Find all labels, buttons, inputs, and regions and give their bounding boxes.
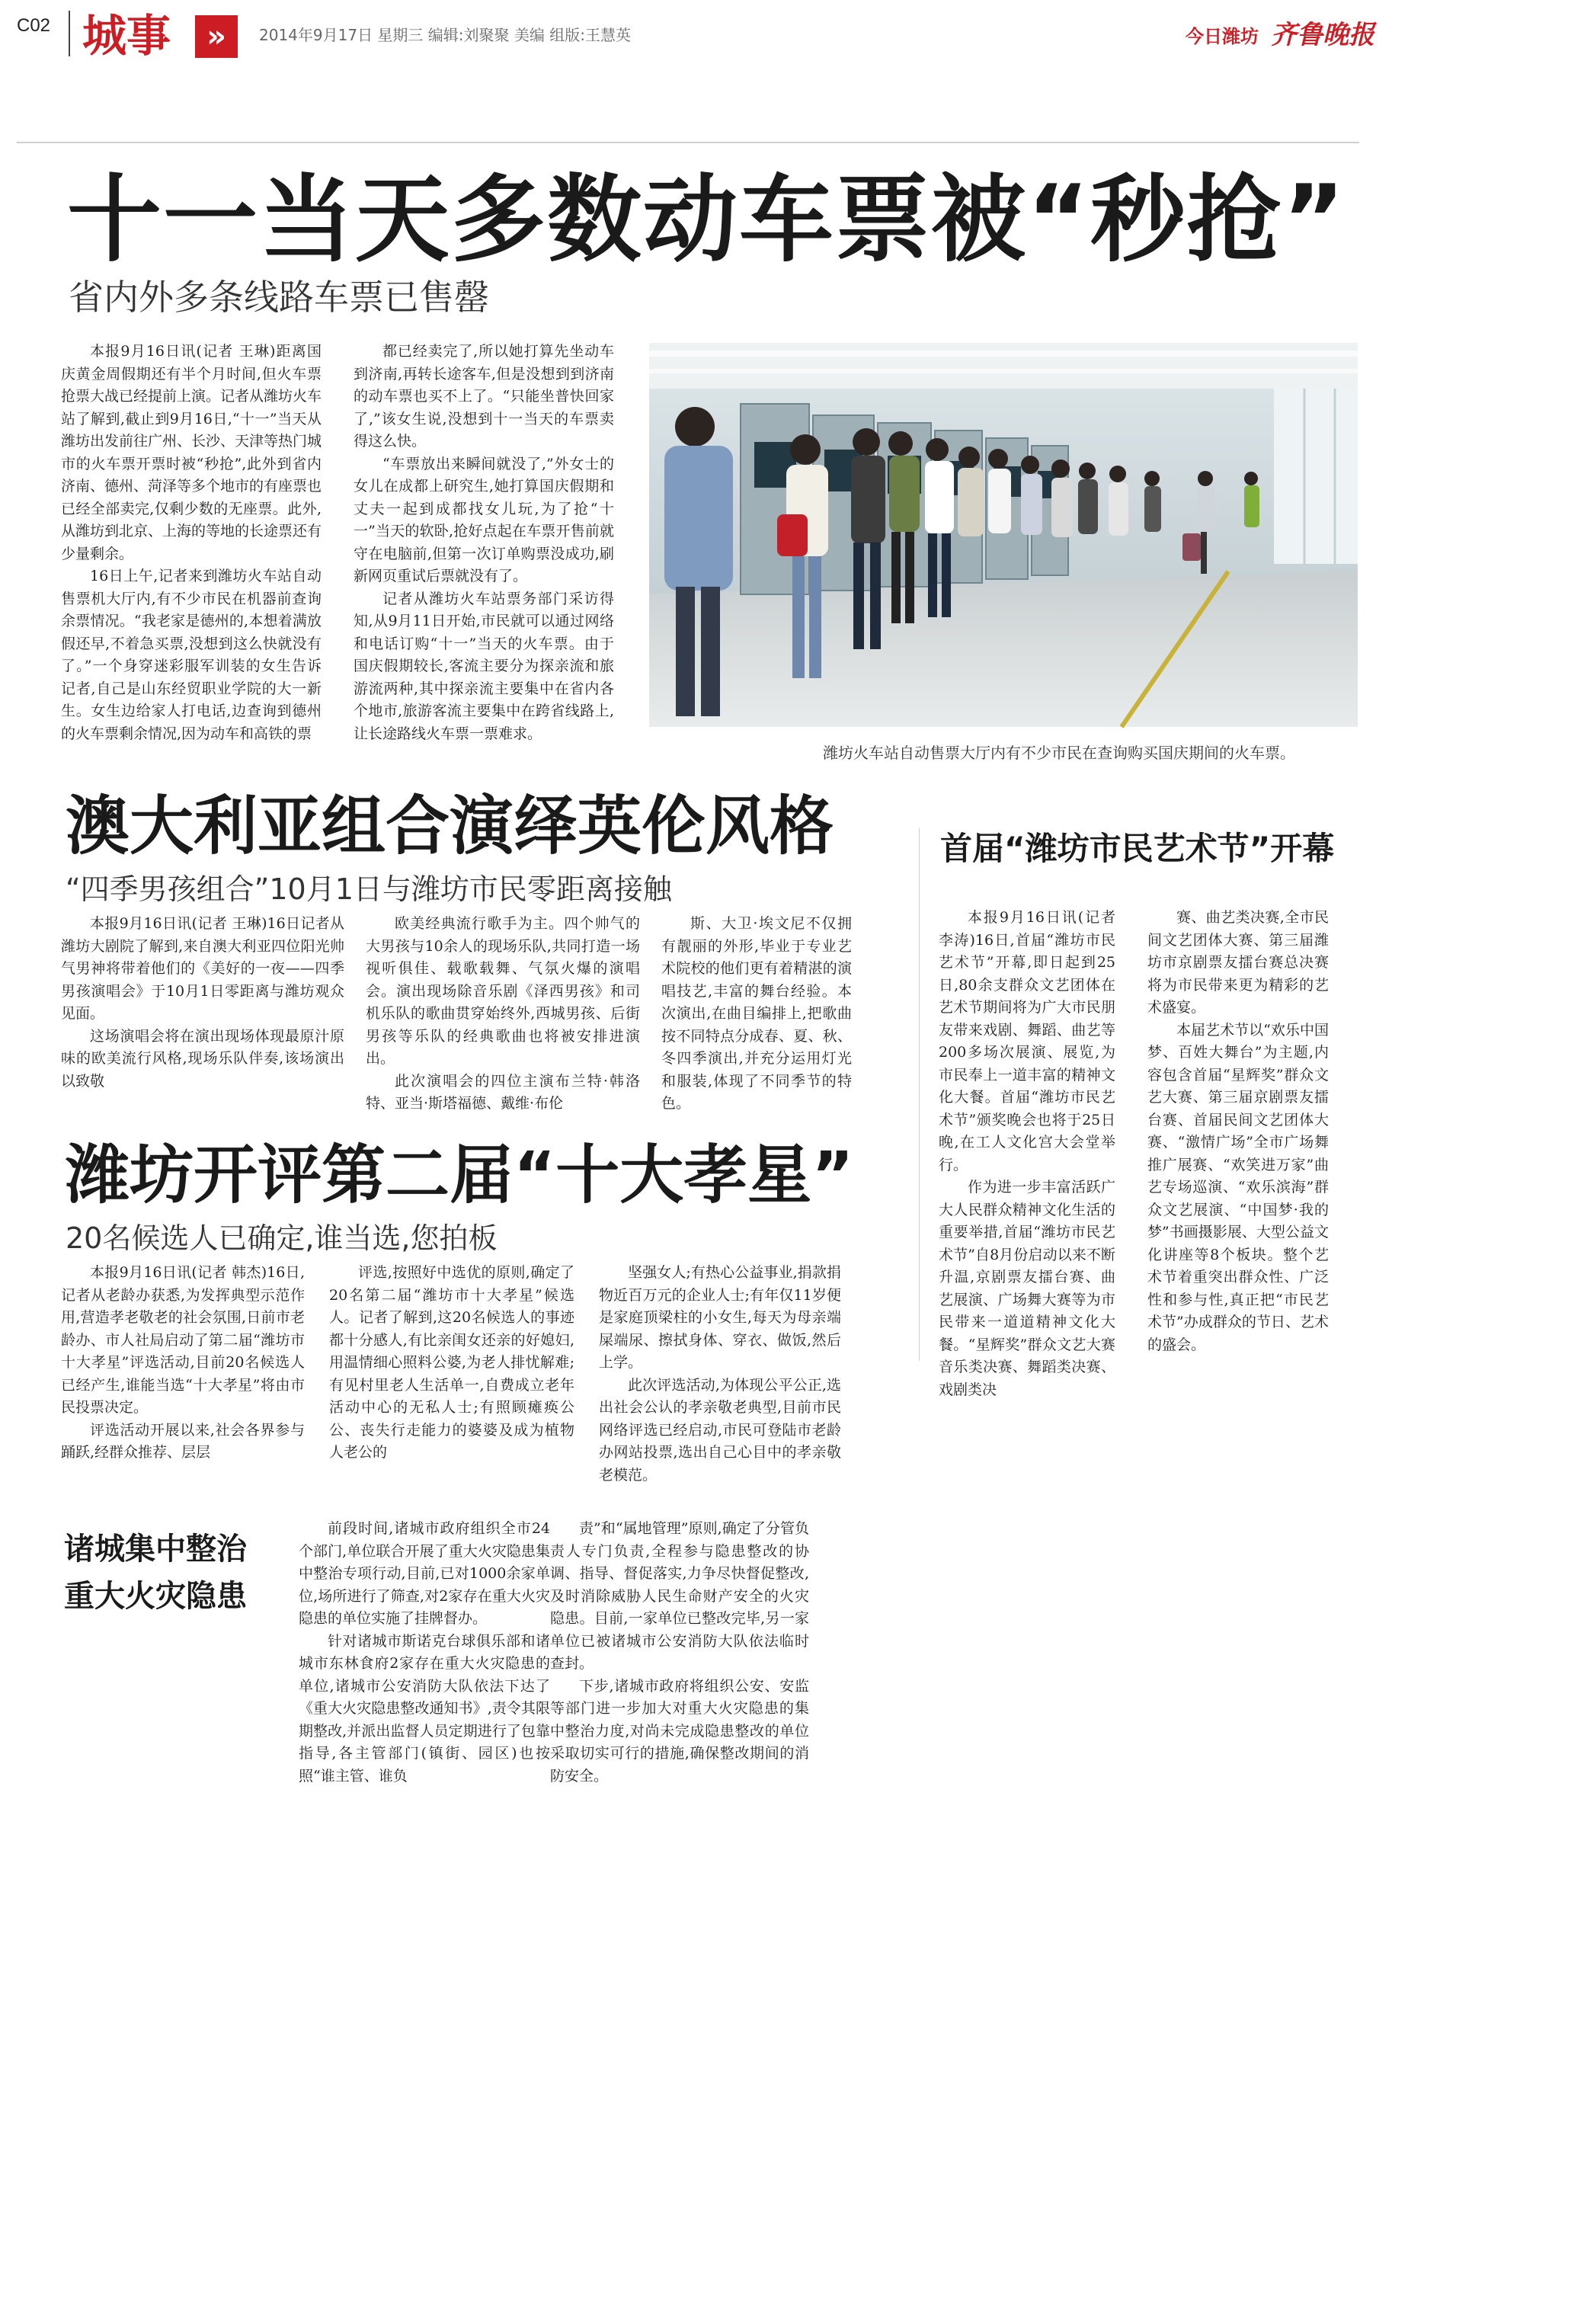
article-art-festival-col1 (939, 907, 1115, 1398)
article-concert-col2 (366, 913, 640, 1112)
issue-meta: 2014年9月17日 星期三 编辑:刘聚聚 美编 组版:王慧英 (259, 26, 631, 44)
paragraph: 赛、曲艺类决赛,全市民间文艺团体大赛、第三届潍坊市京剧票友擂台赛总决赛将为市民带来更为精彩的艺术盛宴。 (1147, 909, 1329, 1016)
paragraph: 评选,按照好中选优的原则,确定了20名第二届“潍坊市十大孝星”候选人。记者了解到,这20名候选人的事迹都十分感人,有比亲闺女还亲的好媳妇,用温情细心照料公婆,为老人排忧解难;有见村里老人生活单一,自费成立老年活动中心的无私人士;有照顾瘫痪公公、丧失行走能力的婆婆及成为植物人老公的 (329, 1264, 574, 1461)
paragraph: 都已经卖完了,所以她打算先坐动车到济南,再转长途客车,但是没想到到济南的动车票也买不上了。“只能坐普快回家了,”该女生说,没想到十一当天的车票卖得这么快。 (354, 343, 614, 450)
headline-fire-hazard-line1: 诸城集中整治 (64, 1532, 247, 1567)
headline-fire-hazard-line2: 重大火灾隐患 (64, 1579, 247, 1614)
page-number: C02 (17, 15, 51, 36)
article-filial-stars-col1 (61, 1262, 305, 1469)
section-title: 城事 (82, 10, 171, 62)
double-chevron-right-icon: » (195, 15, 238, 58)
photo-caption: 潍坊火车站自动售票大厅内有不少市民在查询购买国庆期间的火车票。 (823, 744, 1295, 762)
subheadline-filial-stars: 20名候选人已确定,谁当选,您拍板 (66, 1221, 498, 1255)
paragraph: 下步,诸城市政府将组织公安、安监等部门进一步加大对重大火灾隐患的集中整治力度,对尚未完成隐患整改的单位采取切实可行的措施,确保整改期间的消防安全。 (550, 1677, 809, 1785)
article-filial-stars-col3 (599, 1262, 841, 1484)
paragraph: 16日上午,记者来到潍坊火车站自动售票机大厅内,有不少市民在机器前查询余票情况。“我老家是德州的,本想着满放假还早,不着急买票,没想到这么快就没有了。”一个身穿迷彩服军训装的女生告诉记者,自己是山东经贸职业学院的大一新生。女生边给家人打电话,边查询到德州的火车票剩余情况,因为动车和高铁的票 (61, 568, 322, 742)
paragraph: 针对诸城市斯诺克台球俱乐部和诸城市东林食府2家存在重大火灾隐患的单位,诸城市公安消防大队依法下达了《重大火灾隐患整改通知书》,责令其限期整改,并派出监督人员定期进行了包靠指导,各主管部门(镇街、园区)也按照“谁主管、谁负 (299, 1632, 550, 1785)
paragraph: 本报9月16日讯(记者 李涛)16日,首届“潍坊市民艺术节”开幕,即日起到25日,80余支群众文艺团体在艺术节期间将为广大市民朋友带来戏剧、舞蹈、曲艺等200多场次展演、展览,为市民奉上一道丰富的精神文化大餐。首届“潍坊市民艺术节”颁奖晚会也将于25日晚,在工人文化宫大会堂举行。 (939, 909, 1115, 1173)
paragraph: 此次演唱会的四位主演布兰特·韩洛特、亚当·斯塔福德、戴维·布伦 (366, 1072, 640, 1112)
ticket-hall-photo (649, 343, 1358, 727)
paragraph: 欧美经典流行歌手为主。四个帅气的大男孩与10余人的现场乐队,共同打造一场视听俱佳、载歌载舞、气氛火爆的演唱会。演出现场除音乐剧《泽西男孩》和司机乐队的歌曲贯穿始终外,西城男孩、后街男孩等乐队的经典歌曲也将被安排进演出。 (366, 915, 640, 1067)
article-filial-stars-col2 (329, 1262, 574, 1469)
paragraph: 评选活动开展以来,社会各界参与踊跃,经群众推荐、层层 (61, 1421, 305, 1461)
header-divider (69, 11, 70, 56)
headline-fire-hazard (64, 1525, 247, 1620)
article-fire-hazard-col1 (299, 1518, 550, 1785)
article-ticket-col2 (354, 341, 614, 742)
paragraph: 作为进一步丰富活跃广大人民群众精神文化生活的重要举措,首届“潍坊市民艺术节”自8月份启动以来不断升温,京剧票友擂台赛、曲艺展演、广场舞大赛等为市民带来一道道精神文化大餐。“星辉奖”群众文艺大赛音乐类决赛、舞蹈类决赛、戏剧类决 (939, 1179, 1115, 1398)
newspaper-logo: 齐鲁晚报 (1271, 20, 1374, 50)
paragraph: 本届艺术节以“欢乐中国梦、百姓大舞台”为主题,内容包含首届“星辉奖”群众文艺大赛、第三届京剧票友擂台赛、首届民间文艺团体大赛、“激情广场”全市广场舞推广展赛、“欢笑进万家”曲艺专场巡演、“欢乐滨海”群众文艺展演、“中国梦·我的梦”书画摄影展、大型公益文化讲座等8个板块。整个艺术节着重突出群众性、广泛性和参与性,真正把“市民艺术节”办成群众的节日、艺术的盛会。 (1147, 1021, 1329, 1353)
paragraph: 斯、大卫·埃文尼不仅拥有靓丽的外形,毕业于专业艺术院校的他们更有着精湛的演唱技艺,丰富的舞台经验。本次演出,在曲目编排上,把歌曲按不同特点分成春、夏、秋、冬四季演出,并充分运用灯光和服装,体现了不同季节的特色。 (661, 915, 852, 1112)
article-concert-col3 (661, 913, 852, 1112)
paragraph: 记者从潍坊火车站票务部门采访得知,从9月11日开始,市民就可以通过网络和电话订购“十一”当天的火车票。由于国庆假期较长,客流主要分为探亲流和旅游流两种,其中探亲流主要集中在省内各个地市,旅游客流主要集中在跨省线路上,让长途路线火车票一票难求。 (354, 590, 614, 742)
article-fire-hazard-col2 (550, 1518, 809, 1785)
paragraph: 前段时间,诸城市政府组织全市24个部门,单位联合开展了重大火灾隐患集中整治专项行动,目前,已对1000余家单位,场所进行了筛查,对2家存在重大火灾隐患的单位实施了挂牌督办。 (299, 1520, 550, 1627)
edition-name: 今日潍坊 (1186, 26, 1259, 47)
article-art-festival-col2 (1147, 907, 1329, 1364)
headline-concert: 澳大利亚组合演绎英伦风格 (66, 789, 834, 863)
headline-ticket: 十一当天多数动车票被“秒抢” (67, 165, 1346, 275)
paragraph: 本报9月16日讯(记者 王琳)16日记者从潍坊大剧院了解到,来自澳大利亚四位阳光帅气男神将带着他们的《美好的一夜——四季男孩演唱会》于10月1日零距离与潍坊观众见面。 (61, 915, 344, 1022)
paragraph: 本报9月16日讯(记者 韩杰)16日,记者从老龄办获悉,为发挥典型示范作用,营造孝老敬老的社会氛围,日前市老龄办、市人社局启动了第二届“潍坊市十大孝星”评选活动,目前20名候选人已经产生,谁能当选“十大孝星”将由市民投票决定。 (61, 1264, 305, 1416)
article-concert-col1 (61, 913, 344, 1112)
paragraph: 本报9月16日讯(记者 王琳)距离国庆黄金周假期还有半个月时间,但火车票抢票大战已经提前上演。记者从潍坊火车站了解到,截止到9月16日,“十一”当天从潍坊出发前往广州、长沙、天津等热门城市的火车票开票时被“秒抢”,此外到省内济南、德州、菏泽等多个地市的有座票也已经全部卖完,仅剩少数的无座票。此外,从潍坊到北京、上海的等地的长途票还有少量剩余。 (61, 343, 322, 562)
headline-art-festival: 首届“潍坊市民艺术节”开幕 (940, 830, 1335, 867)
paragraph: 此次评选活动,为体现公平公正,选出社会公认的孝亲敬老典型,目前市民网络评选已经启动,市民可登陆市老龄办网站投票,选出自己心目中的孝亲敬老模范。 (599, 1376, 841, 1484)
column-divider (919, 827, 920, 1361)
header-rule (17, 142, 1359, 143)
paragraph: 坚强女人;有热心公益事业,捐款捐物近百万元的企业人士;有年仅11岁便是家庭顶梁柱的小女生,每天为母亲端屎端尿、擦拭身体、穿衣、做饭,然后上学。 (599, 1264, 841, 1371)
subheadline-ticket: 省内外多条线路车票已售罄 (69, 277, 489, 318)
paragraph: “车票放出来瞬间就没了,”外女士的女儿在成都上研究生,她打算国庆假期和丈夫一起到成都找女儿玩,为了抢“十一”当天的软卧,抢好点起在车票开售前就守在电脑前,但第一次订单购票没成功,刷新网页重试后票就没有了。 (354, 455, 614, 584)
subheadline-concert: “四季男孩组合”10月1日与潍坊市民零距离接触 (66, 872, 672, 906)
headline-filial-stars: 潍坊开评第二届“十大孝星” (66, 1138, 854, 1212)
paragraph: 责”和“属地管理”原则,确定了分管负责人专门负责,全程参与隐患整改的协调、指导、督促落实,力争尽快督促整改,及时消除威胁人民生命财产安全的火灾隐患。目前,一家单位已整改完毕,另一家单位已被诸城市公安消防大队依法临时查封。 (550, 1520, 809, 1672)
paragraph: 这场演唱会将在演出现场体现最原汁原味的欧美流行风格,现场乐队伴奏,该场演出以致敬 (61, 1027, 344, 1090)
article-ticket-col1 (61, 341, 322, 742)
